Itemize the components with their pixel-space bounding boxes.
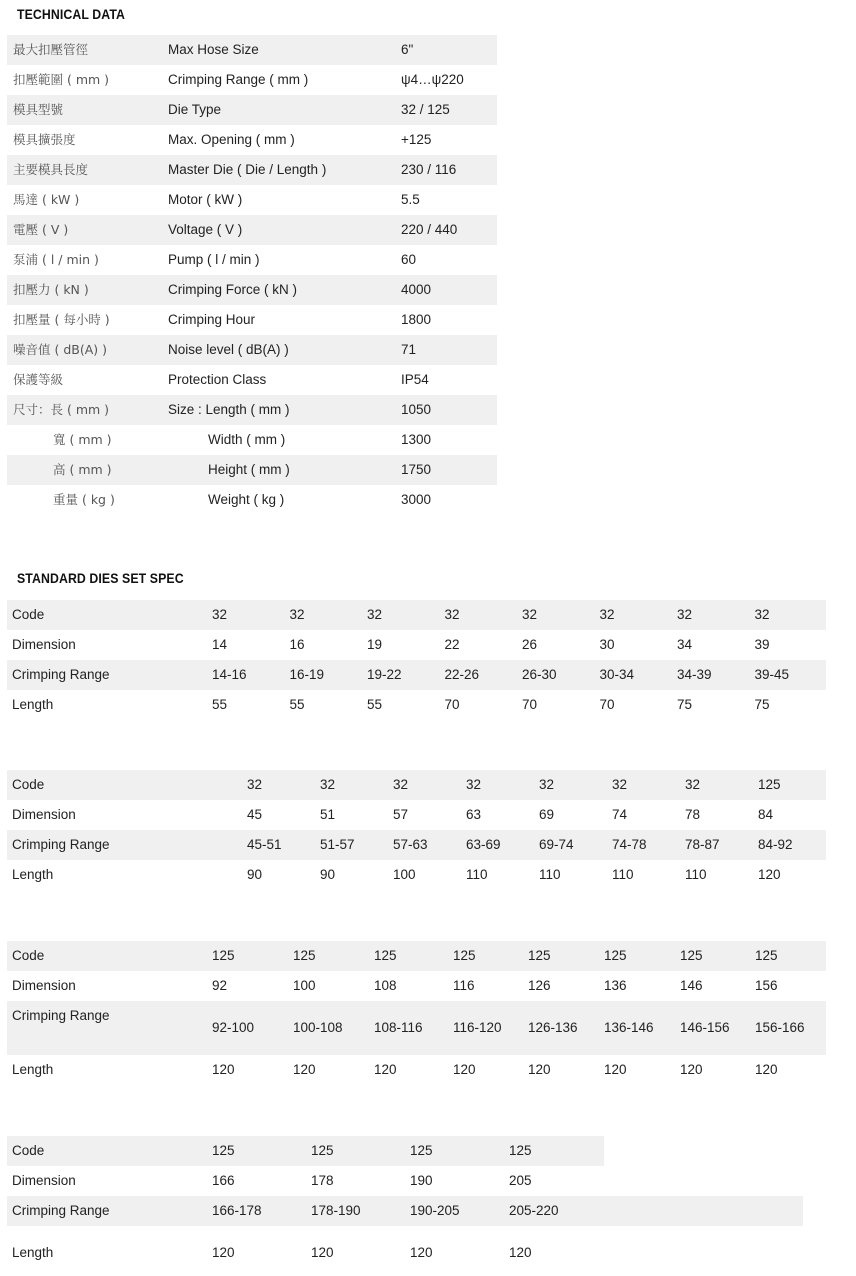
tech-label-zh: 扣壓量 ( 每小時 )	[13, 312, 110, 327]
dies-cell: 178-190	[311, 1203, 361, 1218]
tech-row	[7, 395, 497, 425]
dies-cell: 190-205	[410, 1203, 460, 1218]
dies-table-2	[7, 770, 826, 890]
dies-cell: 84-92	[758, 837, 793, 852]
dies-cell: 45-51	[247, 837, 282, 852]
dies-row-label: Length	[12, 1062, 54, 1077]
dies-cell: 14-16	[212, 667, 247, 682]
dies-cell: 51	[320, 807, 336, 822]
tech-value: 71	[401, 342, 417, 357]
tech-value: 230 / 116	[401, 162, 457, 177]
tech-row	[7, 95, 497, 125]
tech-label-zh: 噪音值 ( dB(A) )	[13, 342, 107, 357]
dies-row-label: Length	[12, 697, 54, 712]
dies-cell: 116	[453, 978, 475, 993]
dies-row-dimension	[7, 630, 826, 660]
tech-value: 1750	[401, 462, 432, 477]
dies-cell: 32	[247, 777, 263, 792]
dies-cell: 125	[374, 948, 397, 963]
dies-cell: 120	[311, 1245, 334, 1260]
dies-cell: 120	[680, 1062, 703, 1077]
dies-cell: 125	[509, 1143, 532, 1158]
dies-cell: 100	[293, 978, 316, 993]
dies-cell: 110	[466, 867, 488, 882]
tech-label-en: Size : Length ( mm )	[168, 402, 290, 417]
tech-row	[7, 245, 497, 275]
tech-value: 4000	[401, 282, 432, 297]
dies-cell: 34	[677, 637, 693, 652]
dies-row-code	[7, 770, 826, 800]
dies-cell: 108-116	[374, 1020, 423, 1035]
tech-label-zh: 扣壓力 ( kN )	[13, 282, 89, 297]
tech-value: 60	[401, 252, 417, 267]
dies-cell: 125	[755, 948, 778, 963]
tech-label-zh: 保護等級	[13, 372, 64, 387]
dies-cell: 32	[522, 607, 538, 622]
tech-value: IP54	[401, 372, 429, 387]
dies-cell: 120	[374, 1062, 397, 1077]
dies-row-length	[7, 1055, 826, 1085]
dies-cell: 26	[522, 637, 538, 652]
dies-cell: 166-178	[212, 1203, 262, 1218]
dies-cell: 39-45	[754, 667, 790, 682]
dies-cell: 14	[212, 637, 228, 652]
tech-row	[7, 425, 497, 455]
tech-value: 3000	[401, 492, 432, 507]
dies-cell: 70	[444, 697, 460, 712]
dies-cell: 205	[509, 1173, 532, 1188]
dies-cell: 19	[367, 637, 383, 652]
dies-cell: 55	[367, 697, 383, 712]
dies-row-label: Crimping Range	[12, 667, 110, 682]
tech-label-en: Height ( mm )	[208, 462, 290, 477]
tech-row	[7, 335, 497, 365]
dies-cell: 116-120	[453, 1020, 502, 1035]
dies-row-length	[7, 1238, 604, 1268]
dies-cell: 16-19	[289, 667, 325, 682]
tech-label-en: Max Hose Size	[168, 42, 259, 57]
tech-label-zh: 扣壓範圍 ( mm )	[13, 72, 110, 87]
dies-cell: 39	[754, 637, 770, 652]
tech-row	[7, 365, 497, 395]
dies-cell: 32	[212, 607, 228, 622]
tech-row	[7, 455, 497, 485]
dies-cell: 146-156	[680, 1020, 730, 1035]
tech-label-zh: 模具型號	[13, 102, 64, 117]
tech-label-zh: 最大扣壓管徑	[13, 42, 89, 57]
dies-cell: 100	[393, 867, 416, 882]
dies-cell: 125	[758, 777, 781, 792]
dies-cell: 126-136	[528, 1020, 578, 1035]
tech-label-en: Protection Class	[168, 372, 267, 387]
dies-cell: 120	[758, 867, 781, 882]
dies-cell: 69	[539, 807, 555, 822]
tech-label-zh: 尺寸：長 ( mm )	[13, 402, 110, 417]
tech-value: 1300	[401, 432, 432, 447]
tech-row	[7, 185, 497, 215]
dies-row-dimension	[7, 800, 826, 830]
dies-cell: 120	[453, 1062, 476, 1077]
dies-row-label: Dimension	[12, 1173, 76, 1188]
dies-cell: 205-220	[509, 1203, 559, 1218]
tech-label-en: Master Die ( Die / Length )	[168, 162, 327, 177]
tech-label-zh: 馬達 ( kW )	[13, 192, 80, 207]
tech-label-en: Die Type	[168, 102, 222, 117]
dies-row-label: Dimension	[12, 978, 76, 993]
dies-cell: 120	[755, 1062, 778, 1077]
tech-label-en: Width ( mm )	[208, 432, 286, 447]
dies-row-label: Crimping Range	[12, 837, 110, 852]
dies-row-label: Length	[12, 1245, 54, 1260]
dies-cell: 26-30	[522, 667, 557, 682]
tech-label-zh: 高 ( mm )	[53, 462, 112, 477]
dies-cell: 51-57	[320, 837, 355, 852]
dies-cell: 22-26	[444, 667, 480, 682]
dies-cell: 57-63	[393, 837, 428, 852]
dies-row-label: Code	[12, 1143, 45, 1158]
tech-label-zh: 主要模具長度	[13, 162, 89, 177]
tech-label-en: Crimping Range ( mm )	[168, 72, 309, 87]
dies-cell: 78	[685, 807, 701, 822]
dies-cell: 34-39	[677, 667, 712, 682]
dies-row-label: Code	[12, 777, 45, 792]
standard-dies-heading: STANDARD DIES SET SPEC	[17, 570, 184, 586]
dies-cell: 32	[393, 777, 409, 792]
dies-cell: 125	[680, 948, 703, 963]
dies-cell: 166	[212, 1173, 235, 1188]
dies-cell: 32	[612, 777, 628, 792]
dies-cell: 120	[212, 1245, 235, 1260]
dies-cell: 32	[599, 607, 615, 622]
dies-row-length	[7, 690, 826, 720]
dies-cell: 125	[212, 948, 235, 963]
dies-row-code	[7, 941, 826, 971]
dies-cell: 120	[212, 1062, 235, 1077]
dies-row-crimping	[7, 1196, 803, 1226]
dies-cell: 125	[604, 948, 627, 963]
dies-row-label: Code	[12, 948, 45, 963]
tech-row	[7, 65, 497, 95]
tech-label-en: Motor ( kW )	[168, 192, 243, 207]
dies-row-code	[7, 1136, 604, 1166]
tech-label-en: Voltage ( V )	[168, 222, 243, 237]
dies-cell: 30-34	[599, 667, 635, 682]
dies-cell: 125	[293, 948, 316, 963]
dies-cell: 90	[247, 867, 263, 882]
dies-cell: 120	[410, 1245, 433, 1260]
dies-cell: 100-108	[293, 1020, 343, 1035]
dies-row-label: Length	[12, 867, 54, 882]
dies-cell: 136	[604, 978, 627, 993]
dies-cell: 63	[466, 807, 482, 822]
dies-cell: 178	[311, 1173, 334, 1188]
dies-cell: 75	[754, 697, 770, 712]
dies-row-label: Code	[12, 607, 45, 622]
dies-cell: 90	[320, 867, 336, 882]
technical-data-heading: TECHNICAL DATA	[17, 6, 126, 22]
dies-row-dimension	[7, 1166, 604, 1196]
tech-label-zh: 電壓 ( V )	[13, 222, 69, 237]
dies-row-crimping	[7, 660, 826, 690]
dies-cell: 32	[754, 607, 770, 622]
tech-value: 220 / 440	[401, 222, 458, 237]
dies-cell: 32	[466, 777, 482, 792]
dies-cell: 120	[509, 1245, 532, 1260]
dies-table-4	[7, 1136, 604, 1268]
dies-cell: 16	[289, 637, 305, 652]
dies-cell: 32	[444, 607, 460, 622]
dies-row-crimping	[7, 1001, 826, 1055]
dies-cell: 69-74	[539, 837, 574, 852]
dies-cell: 190	[410, 1173, 433, 1188]
tech-row	[7, 35, 497, 65]
dies-cell: 19-22	[367, 667, 402, 682]
tech-row	[7, 305, 497, 335]
dies-cell: 22	[444, 637, 460, 652]
tech-label-zh: 泵浦 ( l / min )	[13, 252, 99, 267]
dies-cell: 136-146	[604, 1020, 654, 1035]
tech-label-en: Crimping Force ( kN )	[168, 282, 298, 297]
tech-label-en: Crimping Hour	[168, 312, 256, 327]
tech-value: ψ4…ψ220	[401, 72, 464, 87]
tech-label-en: Noise level ( dB(A) )	[168, 342, 289, 357]
tech-label-en: Max. Opening ( mm )	[168, 132, 295, 147]
dies-cell: 92-100	[212, 1020, 255, 1035]
dies-cell: 57	[393, 807, 409, 822]
dies-cell: 120	[604, 1062, 627, 1077]
dies-cell: 70	[599, 697, 615, 712]
tech-value: 32 / 125	[401, 102, 450, 117]
tech-label-zh: 重量 ( kg )	[53, 492, 115, 507]
dies-cell: 63-69	[466, 837, 501, 852]
tech-value: 1050	[401, 402, 432, 417]
dies-row-dimension	[7, 971, 826, 1001]
tech-row	[7, 155, 497, 185]
dies-cell: 84	[758, 807, 774, 822]
dies-cell: 32	[677, 607, 693, 622]
dies-cell: 120	[528, 1062, 551, 1077]
dies-cell: 125	[410, 1143, 433, 1158]
dies-cell: 108	[374, 978, 397, 993]
tech-label-en: Pump ( l / min )	[168, 252, 260, 267]
dies-cell: 30	[599, 637, 615, 652]
dies-cell: 110	[612, 867, 634, 882]
tech-value: 6"	[401, 42, 414, 57]
dies-cell: 125	[212, 1143, 235, 1158]
dies-cell: 75	[677, 697, 693, 712]
tech-label-zh: 模具擴張度	[13, 132, 76, 147]
dies-cell: 70	[522, 697, 538, 712]
dies-cell: 45	[247, 807, 263, 822]
dies-cell: 32	[539, 777, 555, 792]
dies-row-label: Dimension	[12, 637, 76, 652]
dies-cell: 120	[293, 1062, 316, 1077]
dies-row-code	[7, 600, 826, 630]
dies-cell: 92	[212, 978, 228, 993]
dies-cell: 78-87	[685, 837, 720, 852]
dies-cell: 126	[528, 978, 551, 993]
dies-row-length	[7, 860, 826, 890]
dies-cell: 55	[289, 697, 305, 712]
dies-cell: 32	[367, 607, 383, 622]
tech-value: +125	[401, 132, 432, 147]
tech-row	[7, 125, 497, 155]
dies-cell: 146	[680, 978, 703, 993]
dies-cell: 156-166	[755, 1020, 805, 1035]
tech-label-en: Weight ( kg )	[208, 492, 285, 507]
dies-row-label: Crimping Range	[12, 1203, 110, 1218]
technical-data-table	[7, 35, 497, 515]
tech-row	[7, 215, 497, 245]
dies-cell: 110	[685, 867, 707, 882]
dies-cell: 55	[212, 697, 228, 712]
tech-row	[7, 275, 497, 305]
tech-value: 5.5	[401, 192, 420, 207]
dies-cell: 32	[685, 777, 701, 792]
dies-cell: 125	[453, 948, 476, 963]
dies-row-label: Dimension	[12, 807, 76, 822]
dies-cell: 125	[528, 948, 551, 963]
dies-cell: 74	[612, 807, 628, 822]
tech-row	[7, 485, 497, 515]
dies-cell: 32	[289, 607, 305, 622]
dies-cell: 125	[311, 1143, 334, 1158]
dies-cell: 32	[320, 777, 336, 792]
dies-row-crimping	[7, 830, 826, 860]
dies-table-1	[7, 600, 826, 720]
tech-label-zh: 寬 ( mm )	[53, 432, 112, 447]
dies-cell: 110	[539, 867, 561, 882]
dies-cell: 74-78	[612, 837, 647, 852]
tech-value: 1800	[401, 312, 432, 327]
dies-cell: 156	[755, 978, 778, 993]
dies-row-label: Crimping Range	[12, 1008, 110, 1023]
dies-table-3	[7, 941, 826, 1085]
